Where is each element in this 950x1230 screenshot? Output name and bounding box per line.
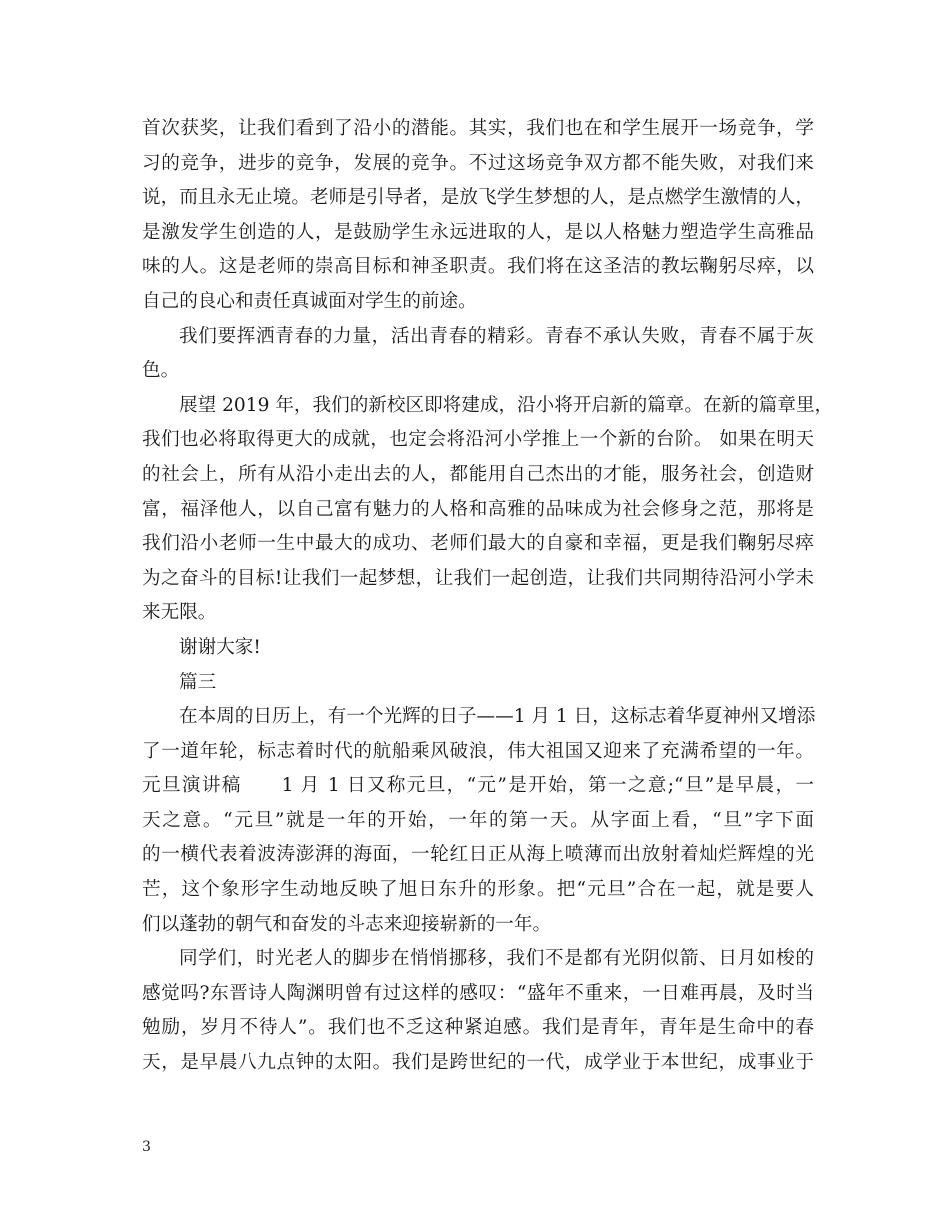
text-line: 的社会上，所有从沿小走出去的人，都能用自己杰出的才能，服务社会，创造财	[142, 463, 814, 485]
text-line: 同学们，时光老人的脚步在悄悄挪移，我们不是都有光阴似箭、日月如梭的	[179, 948, 814, 970]
text-line: 自己的良心和责任真诚面对学生的前途。	[142, 290, 477, 312]
text-line: 感觉吗?东晋诗人陶渊明曾有过这样的感叹：“盛年不重来，一日难再晨，及时当	[142, 982, 814, 1004]
text-line: 色。	[142, 360, 180, 382]
text-line: 我们要挥洒青春的力量，活出青春的精彩。青春不承认失败，青春不属于灰	[179, 325, 814, 347]
paragraph	[142, 942, 814, 1080]
text-line: 们以蓬勃的朝气和奋发的斗志来迎接崭新的一年。	[142, 913, 552, 935]
text-line: 说，而且永无止境。老师是引导者，是放飞学生梦想的人，是点燃学生激情的人，	[142, 187, 814, 209]
text-line: 元旦演讲稿 1 月 1 日又称元旦，“元”是开始，第一之意;“旦”是早晨，一	[142, 775, 814, 797]
text-line: 味的人。这是老师的崇高目标和神圣职责。我们将在这圣洁的教坛鞠躬尽瘁，以	[142, 256, 814, 278]
text-line: 了一道年轮，标志着时代的航船乘风破浪，伟大祖国又迎来了充满希望的一年。	[142, 740, 814, 762]
paragraph	[142, 320, 814, 389]
paragraph	[142, 666, 814, 701]
text-line: 谢谢大家!	[179, 636, 261, 658]
text-line: 习的竞争，进步的竞争，发展的竞争。不过这场竞争双方都不能失败，对我们来	[142, 152, 814, 174]
text-line: 我们也必将取得更大的成就，也定会将沿河小学推上一个新的台阶。 如果在明天	[142, 429, 814, 451]
text-line: 勉励，岁月不待人”。我们也不乏这种紧迫感。我们是青年，青年是生命中的春	[142, 1017, 814, 1039]
text-line: 篇三	[179, 671, 217, 693]
text-line: 富，福泽他人，以自己富有魅力的人格和高雅的品味成为社会修身之范，那将是	[142, 498, 814, 520]
page-number: 3	[142, 1139, 151, 1155]
text-line: 天之意。“元旦”就是一年的开始，一年的第一天。从字面上看，“旦”字下面	[142, 809, 814, 831]
text-line: 的一横代表着波涛澎湃的海面，一轮红日正从海上喷薄而出放射着灿烂辉煌的光	[142, 844, 814, 866]
paragraph	[142, 112, 814, 320]
document-body	[142, 112, 834, 1081]
paragraph	[142, 700, 814, 942]
text-line: 展望 2019 年，我们的新校区即将建成，沿小将开启新的篇章。在新的篇章里，	[179, 394, 834, 416]
text-line: 我们沿小老师一生中最大的成功、老师们最大的自豪和幸福，更是我们鞠躬尽瘁	[142, 533, 814, 555]
text-line: 来无限。	[142, 602, 217, 624]
text-line: 在本周的日历上，有一个光辉的日子——1 月 1 日，这标志着华夏神州又增添	[179, 706, 816, 728]
text-line: 是激发学生创造的人，是鼓励学生永远进取的人，是以人格魅力塑造学生高雅品	[142, 221, 814, 243]
text-line: 芒，这个象形字生动地反映了旭日东升的形象。把“元旦”合在一起，就是要人	[142, 879, 814, 901]
text-line: 为之奋斗的目标!让我们一起梦想，让我们一起创造，让我们共同期待沿河小学未	[142, 567, 814, 589]
paragraph	[142, 389, 834, 631]
text-line: 首次获奖，让我们看到了沿小的潜能。其实，我们也在和学生展开一场竞争，学	[142, 118, 814, 139]
text-line: 天，是早晨八九点钟的太阳。我们是跨世纪的一代，成学业于本世纪，成事业于	[142, 1052, 814, 1074]
paragraph	[142, 631, 814, 666]
